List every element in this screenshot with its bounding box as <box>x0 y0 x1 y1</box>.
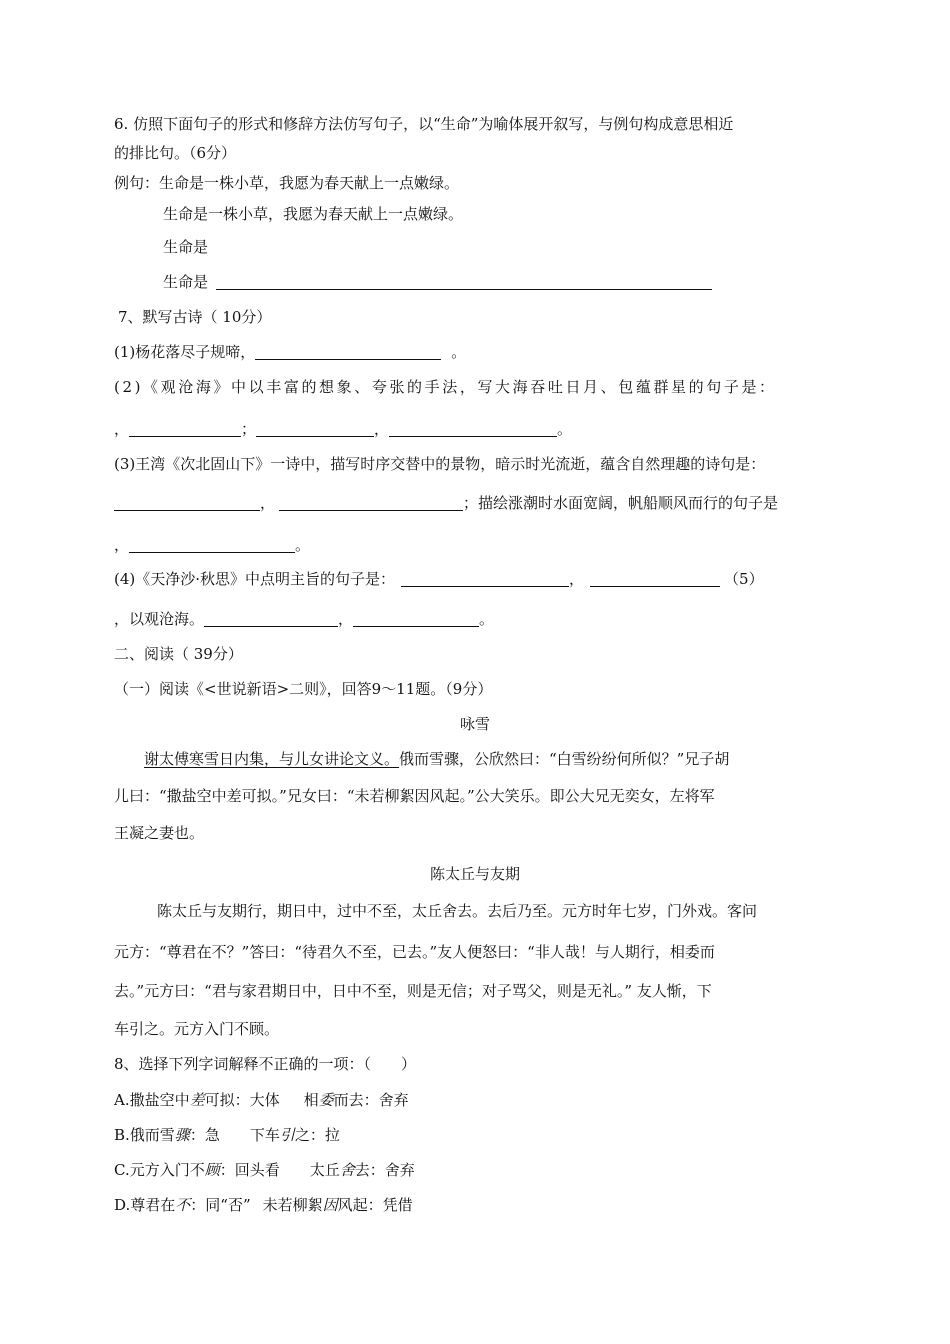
q7-p2-comma: ， <box>114 420 130 438</box>
opt-key: 差 <box>189 1091 205 1109</box>
opt-text: 可拟：大体 <box>204 1091 280 1109</box>
q7-p3-comma: ， <box>260 494 276 512</box>
q8-option-d[interactable] <box>114 1194 413 1216</box>
opt-key: 不 <box>175 1196 191 1214</box>
q7-p1-text: (1)杨花落尽子规啼， <box>114 343 256 361</box>
answer-blank[interactable] <box>256 420 374 437</box>
q7-p3-end: 。 <box>295 536 311 554</box>
opt-text: 下车 <box>249 1126 280 1144</box>
q7-part1 <box>114 341 466 363</box>
opt-text: C.元方入门不 <box>114 1161 205 1179</box>
answer-blank[interactable] <box>389 420 557 437</box>
passage2-line2: 元方：“尊君在不？”答曰：“待君久不至，已去。”友人便怒曰：“非人哉！与人期行，相委而 <box>114 943 715 961</box>
passage2-line1: 陈太丘与友期行，期日中，过中不至，太丘舍去。去后乃至。元方时年七岁，门外戏。客问 <box>157 902 758 920</box>
opt-key: 委 <box>318 1091 334 1109</box>
opt-text: 去：舍弃 <box>354 1161 415 1179</box>
opt-text: 相 <box>303 1091 319 1109</box>
example-label: 例句： <box>114 174 160 192</box>
q6-example-repeat: 生命是一株小草，我愿为春天献上一点嫩绿。 <box>163 205 464 223</box>
opt-key: 顾 <box>204 1161 220 1179</box>
opt-key: 舍 <box>339 1161 355 1179</box>
passage1-underlined-sentence: 谢太傅寒雪日内集，与儿女讲论文义。 <box>144 750 400 768</box>
opt-key: 因 <box>322 1196 338 1214</box>
answer-blank[interactable] <box>590 570 720 587</box>
example-sentence: 生命是一株小草，我愿为春天献上一点嫩绿。 <box>159 174 460 192</box>
q6-fill-a: 生命是 <box>163 238 209 256</box>
opt-text: 未若柳絮 <box>262 1196 323 1214</box>
q7-p4-comma: ， <box>569 570 585 588</box>
answer-blank[interactable] <box>129 536 295 553</box>
q6-example <box>114 172 459 194</box>
opt-text: A.撒盐空中 <box>114 1091 190 1109</box>
q7-part2-blanks <box>114 418 572 440</box>
opt-text: 太丘 <box>309 1161 340 1179</box>
answer-blank[interactable] <box>279 494 463 511</box>
q6-fill-b-row <box>163 271 712 293</box>
q7-part5 <box>114 608 494 630</box>
opt-text: 之：拉 <box>294 1126 340 1144</box>
q8-option-a[interactable] <box>114 1089 409 1111</box>
q6-prompt-line1: 6. 仿照下面句子的形式和修辞方法仿写句子，以“生命”为喻体展开叙写，与例句构成意思相近 <box>114 115 734 133</box>
opt-text: 风起：凭借 <box>337 1196 413 1214</box>
q7-p2-comma2: ， <box>374 420 390 438</box>
q8-question: 8、选择下列字词解释不正确的一项：（ ） <box>114 1055 417 1073</box>
answer-blank[interactable] <box>353 610 479 627</box>
q6-fill-b: 生命是 <box>163 273 209 291</box>
q7-p3-tail: ；描绘涨潮时水面宽阔，帆船顺风而行的句子是 <box>463 494 779 512</box>
passage1-line3: 王凝之妻也。 <box>114 824 205 842</box>
passage1-line2: 儿曰：“撒盐空中差可拟。”兄女曰：“未若柳絮因风起。”公大笑乐。即公大兄无奕女，左将军 <box>114 787 715 805</box>
passage1-line1-rest: 俄而雪骤，公欣然曰：“白雪纷纷何所似？”兄子胡 <box>399 750 730 768</box>
q7-p4-text: (4)《天净沙·秋思》中点明主旨的句子是： <box>114 570 396 588</box>
q8-option-b[interactable] <box>114 1124 340 1146</box>
q7-p2-end: 。 <box>557 420 573 438</box>
q7-p5-text: ，以观沧海。 <box>114 610 205 628</box>
reading-subheading: （一）阅读《<世说新语>二则》，回答9～11题。（9分） <box>114 680 493 698</box>
opt-text: D.尊君在 <box>114 1196 176 1214</box>
opt-text: ：回头看 <box>219 1161 280 1179</box>
q7-part2: (2)《观沧海》中以丰富的想象、夸张的手法，写大海吞吐日月、包蕴群星的句子是： <box>114 378 777 396</box>
q7-part3-blanks <box>114 492 778 514</box>
q7-part4 <box>114 568 764 590</box>
passage1-line1 <box>134 748 729 770</box>
answer-blank[interactable] <box>255 343 441 360</box>
answer-blank[interactable] <box>129 420 241 437</box>
q7-p5-comma: ， <box>338 610 354 628</box>
q7-p5-end: 。 <box>479 610 495 628</box>
q7-p3-comma2: ， <box>114 536 130 554</box>
q7-p4-tail: （5） <box>724 570 764 588</box>
opt-text: B.俄而雪 <box>114 1126 175 1144</box>
passage-title-yongxue: 咏雪 <box>459 715 490 733</box>
opt-text: 而去：舍弃 <box>333 1091 409 1109</box>
answer-blank[interactable] <box>216 273 712 290</box>
q8-option-c[interactable] <box>114 1159 415 1181</box>
reading-section-heading: 二、阅读（ 39分） <box>114 645 243 663</box>
passage2-line3: 去。”元方曰：“君与家君期日中，日中不至，则是无信；对子骂父，则是无礼。” 友人惭，下 <box>114 982 712 1000</box>
answer-blank[interactable] <box>401 570 569 587</box>
q7-p2-semicolon: ； <box>241 420 257 438</box>
q6-prompt-line2: 的排比句。（6分） <box>114 144 237 162</box>
q7-p1-end: 。 <box>451 343 467 361</box>
opt-text: ：急 <box>189 1126 220 1144</box>
passage-title-chentaiqiu: 陈太丘与友期 <box>429 865 520 883</box>
passage2-line4: 车引之。元方入门不顾。 <box>114 1020 280 1038</box>
opt-key: 骤 <box>174 1126 190 1144</box>
answer-blank[interactable] <box>204 610 338 627</box>
opt-text: ：同“否” <box>190 1196 251 1214</box>
opt-key: 引 <box>279 1126 295 1144</box>
q7-heading: 7、默写古诗（ 10分） <box>118 308 272 326</box>
q7-part3-last <box>114 534 310 556</box>
answer-blank[interactable] <box>114 494 260 511</box>
q7-part3: (3)王湾《次北固山下》一诗中，描写时序交替中的景物，暗示时光流逝，蕴含自然理趣的诗句是： <box>114 455 766 473</box>
